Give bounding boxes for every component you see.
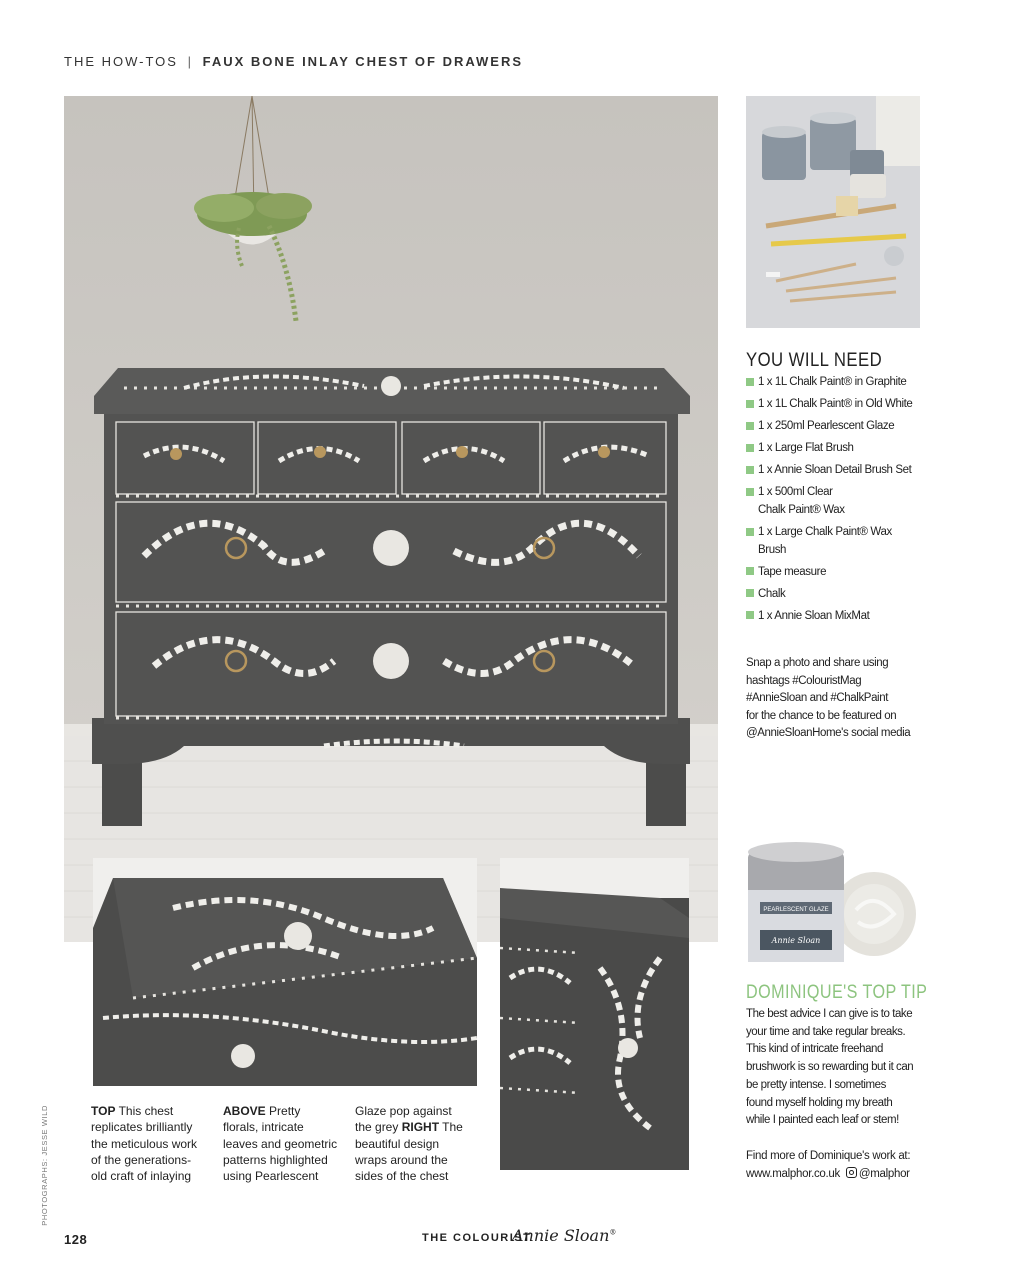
bullet-square-icon: [746, 589, 754, 597]
pearlescent-glaze-photo: [746, 830, 920, 972]
instagram-handle[interactable]: @malphor: [858, 1167, 910, 1180]
paint-tins-and-brushes-icon: [746, 96, 920, 328]
list-item: 1 x Annie Sloan MixMat: [746, 608, 926, 626]
photo-credit: PHOTOGRAPHS: JESSE WILD: [40, 1105, 49, 1226]
list-item: Chalk: [746, 586, 926, 604]
bullet-square-icon: [746, 567, 754, 575]
social-share-note: Snap a photo and share using hashtags #ColouristMag #AnnieSloan and #ChalkPaint for the chance to be featured on @AnnieSloanHome's social media: [746, 657, 911, 740]
magazine-brand: THE COLOURIST: [422, 1232, 532, 1244]
bullet-square-icon: [746, 422, 754, 430]
caption-right: Glaze pop against the grey RIGHT The beautiful design wraps around the sides of the chest: [355, 1104, 463, 1184]
hanging-planter-icon: [194, 96, 312, 321]
list-item: 1 x 1L Chalk Paint® in Old White: [746, 396, 926, 414]
tin-brand: Annie Sloan: [771, 936, 821, 945]
glaze-tin-label: PEARLESCENT GLAZE: [763, 907, 829, 913]
you-will-need-title: YOU WILL NEED: [746, 350, 883, 371]
caption-above: ABOVE Pretty florals, intricate leaves and geometric patterns highlighted using Pearlescent: [223, 1104, 338, 1184]
chest-side-photo: [500, 858, 689, 1170]
header-separator: |: [187, 54, 193, 69]
tools-photo: [746, 96, 920, 328]
glaze-tin-icon: [746, 830, 920, 972]
materials-list: [746, 374, 926, 630]
bullet-square-icon: [746, 466, 754, 474]
chest-side-illustration: [500, 858, 689, 1170]
top-tip-body: The best advice I can give is to take your time and take regular breaks. This kind of intricate freehand brushwork is so rewarding but it can be pretty intense. I sometimes found myself holding my breath while I painted each leaf or stem!: [746, 1008, 914, 1127]
bullet-square-icon: [746, 611, 754, 619]
main-chest-photo: [64, 96, 718, 942]
page-number: 128: [64, 1232, 88, 1247]
list-item: 1 x Large Flat Brush: [746, 440, 926, 458]
bullet-square-icon: [746, 400, 754, 408]
caption-top: TOP This chest replicates brilliantly the meticulous work of the generations- old craft of inlaying: [91, 1104, 198, 1184]
list-item: 1 x Large Chalk Paint® Wax Brush: [746, 524, 903, 559]
annie-sloan-signature: Annie Sloan®: [512, 1226, 617, 1245]
find-more: Find more of Dominique's work at: www.malphor.co.uk @malphor: [746, 1150, 911, 1180]
bullet-square-icon: [746, 528, 754, 536]
top-tip-title: DOMINIQUE'S TOP TIP: [746, 982, 928, 1003]
list-item: 1 x 250ml Pearlescent Glaze: [746, 418, 926, 436]
list-item: 1 x 500ml Clear Chalk Paint® Wax: [746, 484, 858, 519]
list-item: 1 x 1L Chalk Paint® in Graphite: [746, 374, 926, 392]
instagram-icon: [846, 1167, 857, 1178]
list-item: Tape measure: [746, 564, 926, 582]
bullet-square-icon: [746, 378, 754, 386]
bullet-square-icon: [746, 488, 754, 496]
chest-illustration: [64, 96, 718, 942]
bullet-square-icon: [746, 444, 754, 452]
section-header: [64, 54, 523, 69]
section-label: THE HOW-TOS: [64, 54, 178, 69]
chest-top-illustration: [93, 858, 477, 1086]
article-title: FAUX BONE INLAY CHEST OF DRAWERS: [202, 54, 524, 69]
list-item: 1 x Annie Sloan Detail Brush Set: [746, 462, 926, 480]
chest-top-photo: [93, 858, 477, 1086]
website-link[interactable]: www.malphor.co.uk: [746, 1167, 840, 1180]
